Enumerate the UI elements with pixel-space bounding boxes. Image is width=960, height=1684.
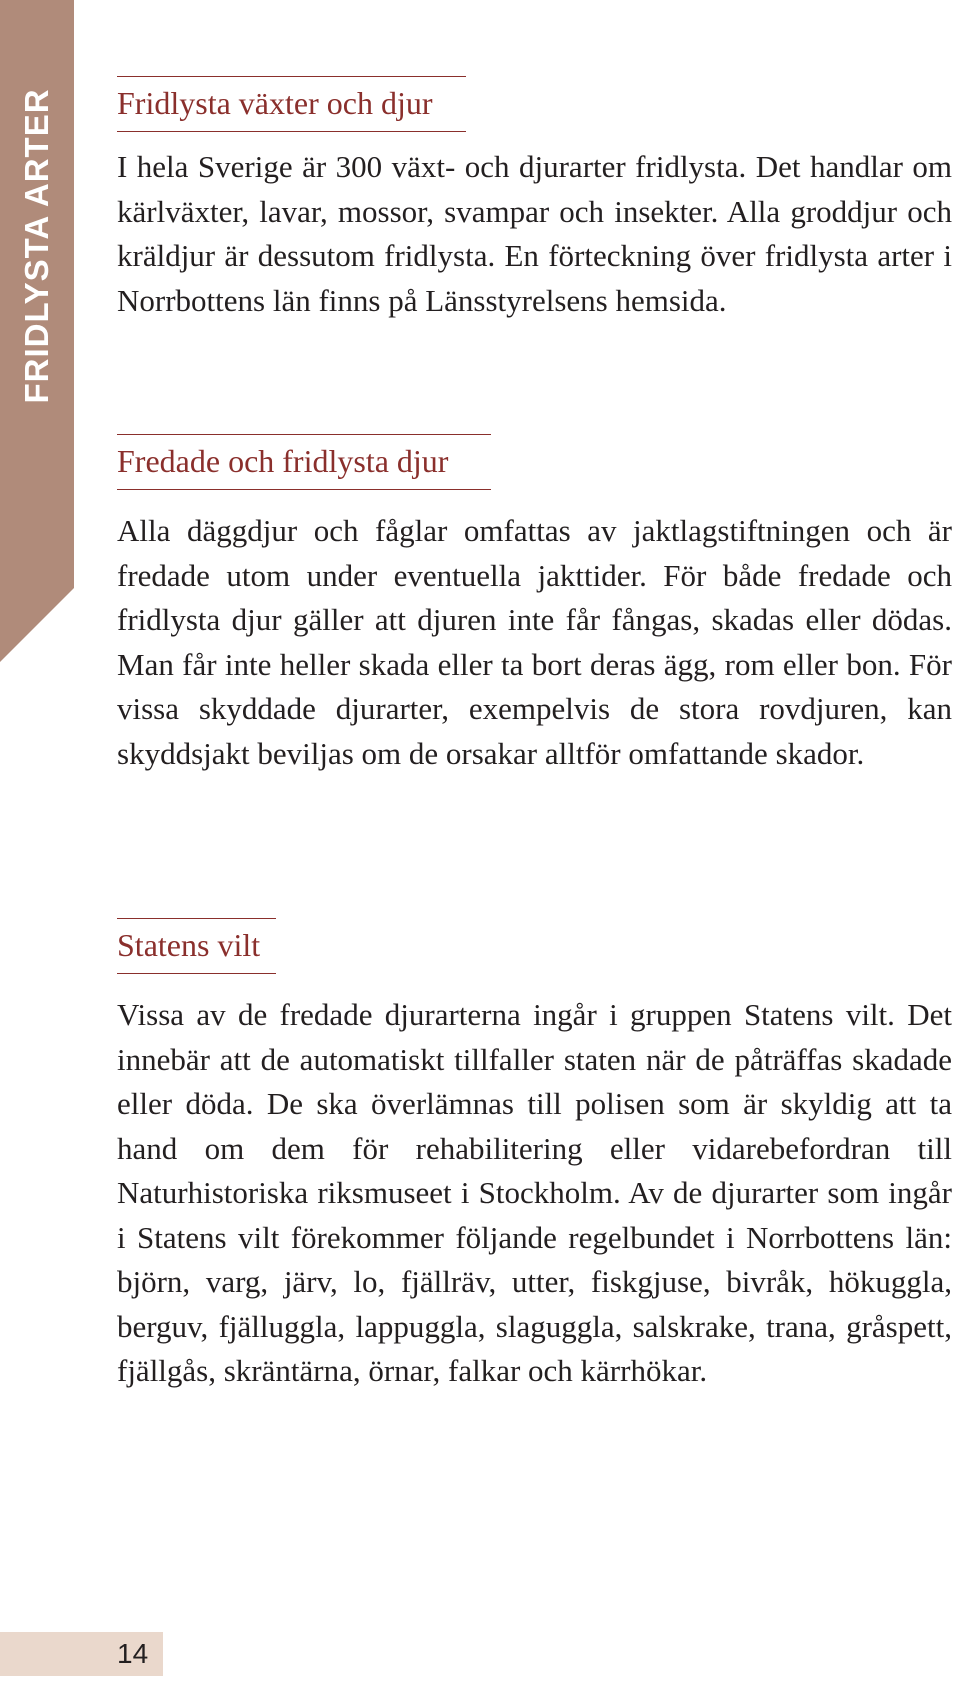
section-heading: Fredade och fridlysta djur	[117, 434, 491, 490]
side-tab-label: FRIDLYSTA ARTER	[18, 88, 55, 404]
section-body: Vissa av de fredade djurarterna ingår i gruppen Statens vilt. Det innebär att de automatiskt tillfaller staten när de påträffas skadade eller döda. De ska överlämnas till polisen som är skyldig att ta hand om dem för rehabilitering eller vidarebefordran till Naturhistoriska riksmuseet i Stockholm. Av de djurarter som ingår i Statens vilt förekommer följande regelbundet i Norrbottens län: björn, varg, järv, lo, fjällräv, utter, fiskgjuse, bivråk, hökuggla, berguv, fjälluggla, lappuggla, slaguggla, salskrake, trana, gråspett, fjällgås, skräntärna, örnar, falkar och kärrhökar.	[117, 997, 952, 1388]
section-heading: Fridlysta växter och djur	[117, 76, 466, 132]
section-heading: Statens vilt	[117, 918, 276, 974]
section-body: I hela Sverige är 300 växt- och djurarter fridlysta. Det handlar om kärlväxter, lavar, mossor, svampar och insekter. Alla groddjur och kräldjur är dessutom fridlysta. En förteckning över fridlysta arter i Norrbottens län finns på Länsstyrelsens hemsida.	[117, 149, 952, 318]
section-body: Alla däggdjur och fåglar omfattas av jaktlagstiftningen och är fredade utom under eventuella jakttider. För både fredade och fridlysta djur gäller att djuren inte får fångas, skadas eller dödas. Man får inte heller skada eller ta bort deras ägg, rom eller bon. För vissa skyddade djurarter, exempelvis de stora rovdjuren, kan skyddsjakt beviljas om de orsakar alltför omfattande skador.	[117, 513, 952, 771]
section-statens-vilt	[117, 918, 952, 1394]
section-fredade-djur	[117, 434, 952, 776]
page-number: 14	[117, 1638, 149, 1669]
side-tab	[0, 0, 74, 662]
section-fridlysta-vaxter	[117, 76, 952, 323]
